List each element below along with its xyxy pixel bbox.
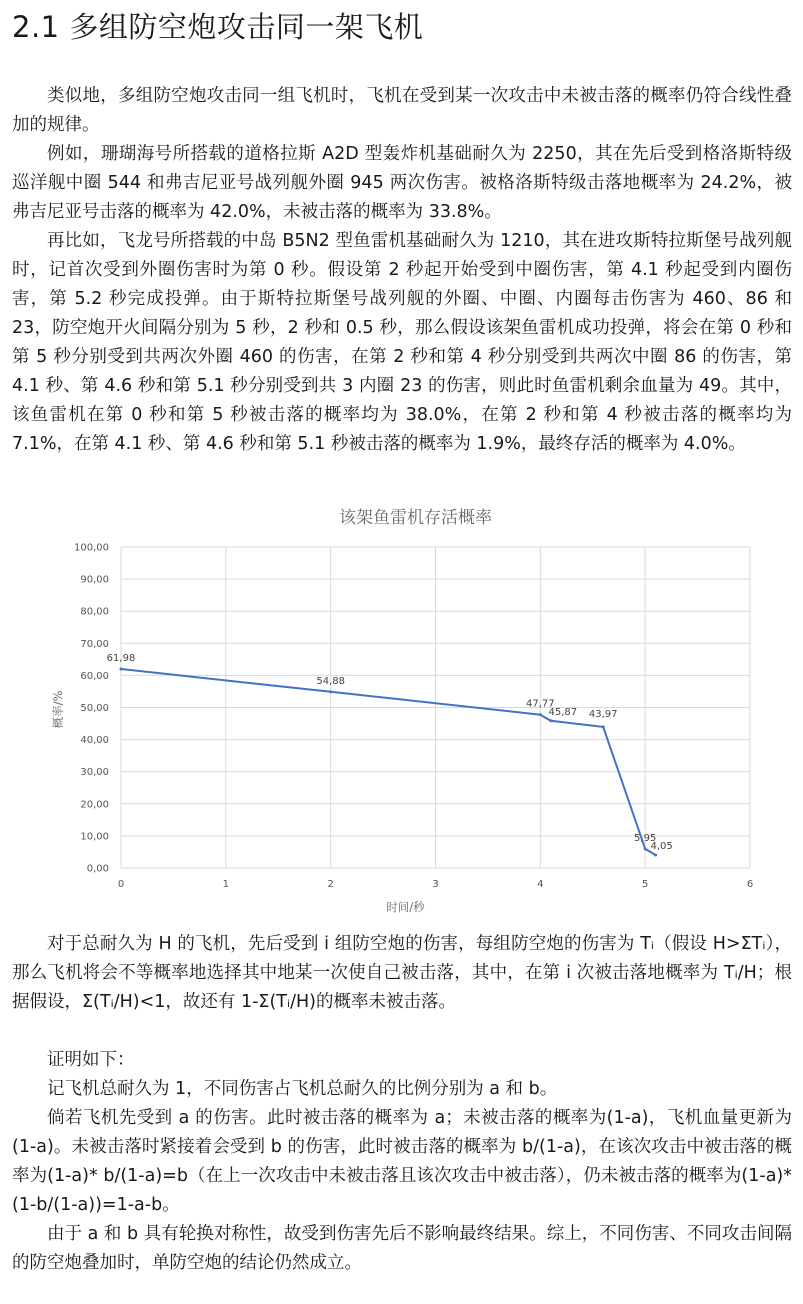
x-tick-label: 4 (537, 879, 544, 890)
data-point (654, 853, 657, 856)
x-tick-label: 2 (327, 879, 334, 890)
data-label: 4,05 (650, 840, 673, 852)
data-point (644, 847, 647, 850)
chart-svg (40, 500, 780, 920)
paragraph-example-1: 例如，珊瑚海号所搭载的道格拉斯 A2D 型轰炸机基础耐久为 2250，其在先后受到格洛斯特级巡洋舰中圈 544 和弗吉尼亚号战列舰外圈 945 两次伤害。被格洛斯特级击落地概率为 24.2%，被弗吉尼亚号击落的概率为 42.0%，未被击落的概率为 33.8%。 (12, 144, 792, 222)
paragraph-general-rule: 对于总耐久为 H 的飞机，先后受到 i 组防空炮的伤害，每组防空炮的伤害为 Tᵢ（假设 H>ΣTᵢ），那么飞机将会不等概率地选择其中地某一次使自己被击落，其中，在第 i 次被击落地概率为 Tᵢ/H；根据假设，Σ(Tᵢ/H)<1，故还有 1-Σ(Tᵢ/H)的概率未被击落。 (12, 934, 792, 1012)
data-label: 47,77 (526, 698, 555, 710)
y-tick-label: 30,00 (80, 767, 109, 779)
paragraph-example-2: 再比如，飞龙号所搭载的中岛 B5N2 型鱼雷机基础耐久为 1210，其在进攻斯特拉斯堡号战列舰时，记首次受到外圈伤害时为第 0 秒。假设第 2 秒起开始受到中圈伤害，第 4.1 秒起受到内圈伤害，第 5.2 秒完成投弹。由于斯特拉斯堡号战列舰的外圈、中圈、内圈每击伤害为 460、86 和 23，防空炮开火间隔分别为 5 秒，2 秒和 0.5 秒，那么假设该架鱼雷机成功投弹，将会在第 0 秒和第 5 秒分别受到共两次外圈 460 的伤害，在第 2 秒和第 4 秒分别受到共两次中圈 86 的伤害，第 4.1 秒、第 4.6 秒和第 5.1 秒分别受到共 3 内圈 23 的伤害，则此时鱼雷机剩余血量为 49。其中，该鱼雷机在第 0 秒和第 5 秒被击落的概率均为 38.0%，在第 2 秒和第 4 秒被击落的概率均为 7.1%，在第 4.1 秒、第 4.6 秒和第 5.1 秒被击落的概率为 1.9%，最终存活的概率为 4.0%。 (12, 231, 792, 454)
data-label: 45,87 (548, 706, 578, 718)
data-point (329, 690, 332, 693)
x-tick-label: 0 (117, 879, 125, 890)
y-tick-label: 50,00 (80, 703, 109, 714)
y-tick-label: 100,00 (74, 542, 109, 554)
data-point (539, 713, 542, 716)
data-point (602, 725, 605, 728)
y-tick-label: 60,00 (80, 670, 109, 682)
paragraph-proof-body: 倘若飞机先受到 a 的伤害。此时被击落的概率为 a；未被击落的概率为(1-a)，飞机血量更新为(1-a)。未被击落时紧接着会受到 b 的伤害，此时被击落的概率为 b/(1-a)，在该次攻击中被击落的概率为(1-a)* b/(1-a)=b（在上一次攻击中未被击落且该次攻击中被击落），仍未被击落的概率为(1-a)*(1-b/(1-a))=1-a-b。 (12, 1108, 792, 1215)
paragraph-conclusion: 由于 a 和 b 具有轮换对称性，故受到伤害先后不影响最终结果。综上，不同伤害、不同攻击间隔的防空炮叠加时，单防空炮的结论仍然成立。 (12, 1224, 792, 1273)
survival-probability-chart (40, 500, 780, 920)
y-tick-label: 0,00 (86, 863, 109, 875)
y-tick-label: 80,00 (80, 606, 109, 618)
paragraph-proof-heading: 证明如下： (47, 1050, 135, 1070)
x-tick-label: 5 (641, 879, 649, 890)
series-line (121, 669, 656, 855)
x-tick-label: 1 (222, 879, 230, 890)
data-label: 5,95 (634, 832, 657, 844)
y-tick-label: 70,00 (80, 638, 109, 650)
data-label: 43,97 (588, 708, 618, 720)
y-tick-label: 90,00 (80, 574, 109, 586)
section-title: 2.1 多组防空炮攻击同一架飞机 (12, 10, 424, 44)
x-tick-label: 3 (432, 879, 439, 890)
data-label: 61,98 (106, 653, 136, 665)
y-axis-label: 概率/% (51, 690, 65, 729)
x-tick-label: 6 (746, 879, 754, 890)
data-point (549, 719, 552, 722)
data-label: 54,88 (316, 675, 345, 687)
y-tick-label: 40,00 (80, 735, 109, 747)
y-tick-label: 10,00 (80, 831, 109, 843)
chart-title: 该架鱼雷机存活概率 (339, 508, 492, 528)
x-axis-label: 时间/秒 (386, 900, 425, 914)
y-tick-label: 20,00 (80, 799, 109, 811)
paragraph-intro: 类似地，多组防空炮攻击同一组飞机时，飞机在受到某一次攻击中未被击落的概率仍符合线性叠加的规律。 (12, 86, 792, 135)
data-point (120, 668, 123, 671)
paragraph-proof-setup: 记飞机总耐久为 1，不同伤害占飞机总耐久的比例分别为 a 和 b。 (47, 1079, 558, 1099)
